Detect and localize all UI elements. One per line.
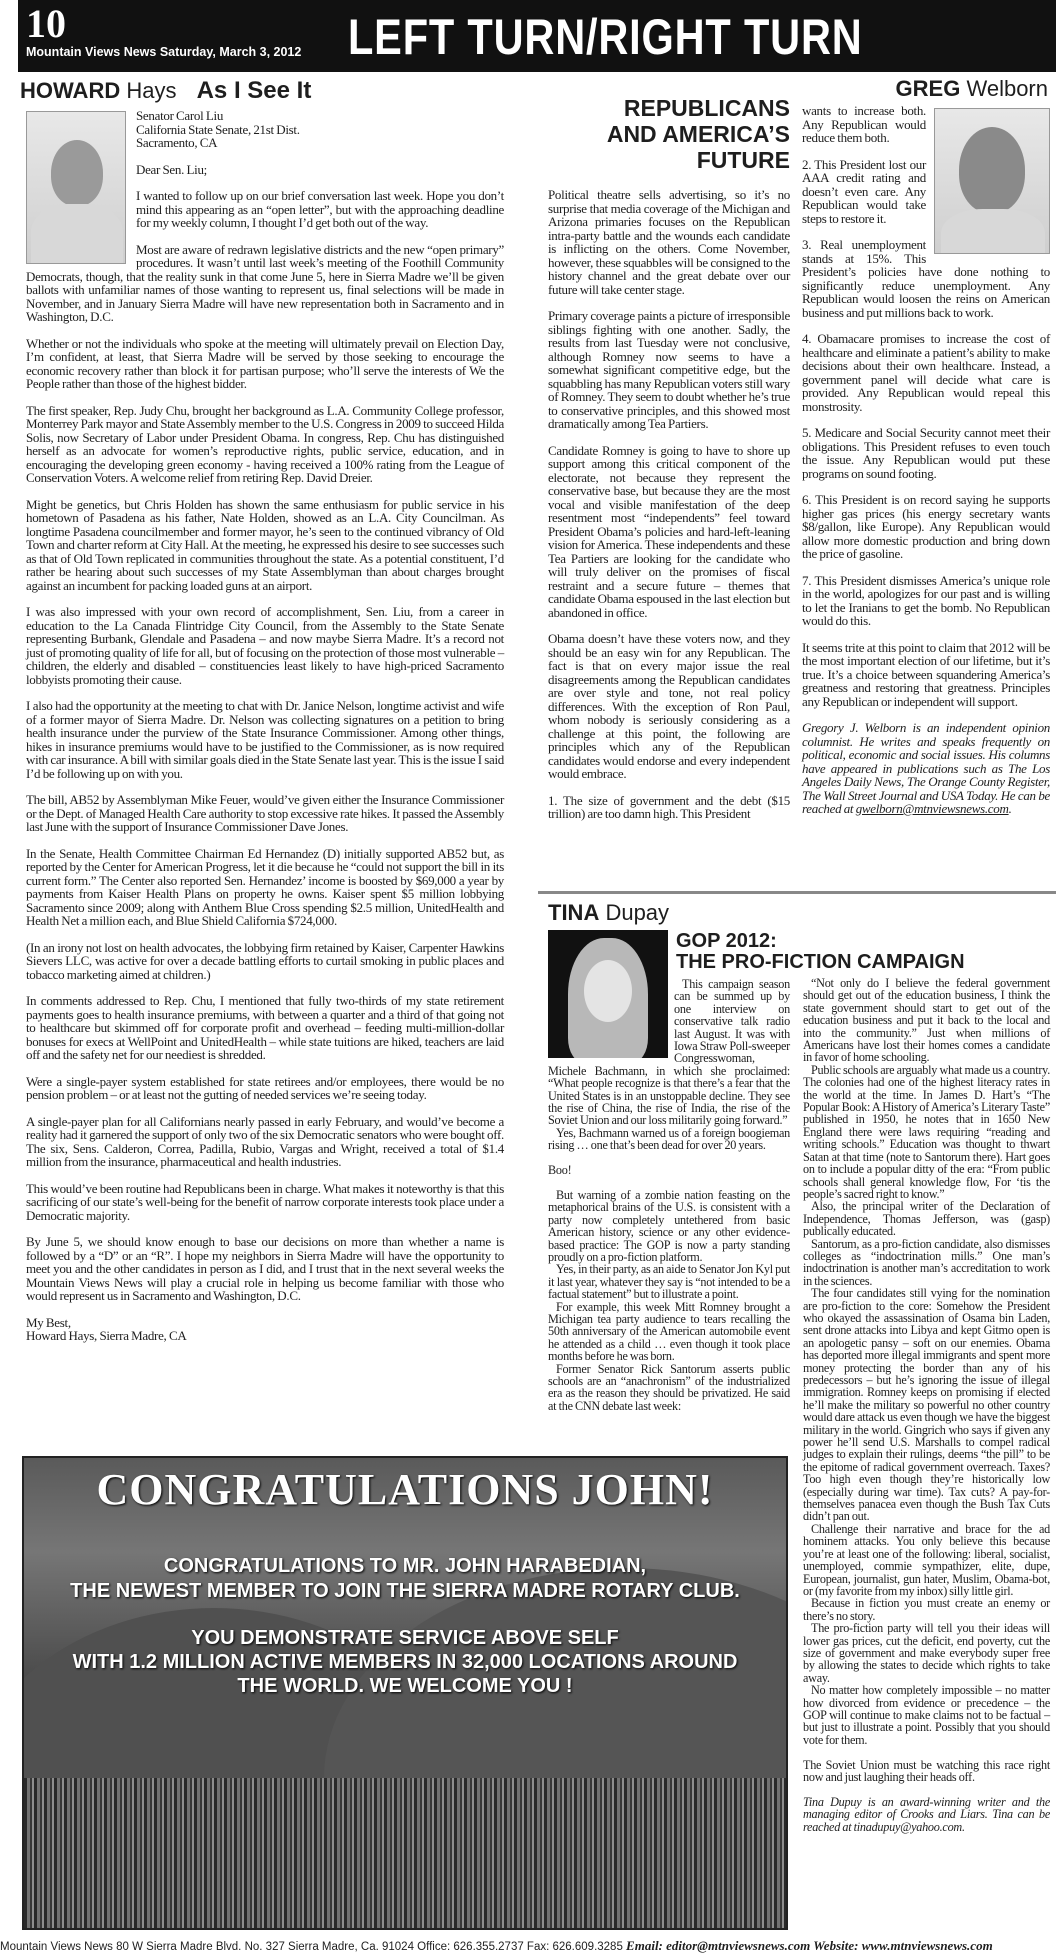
email-link[interactable]: gwelborn@mtnviewsnews.com: [855, 801, 1009, 816]
howard-hays-photo: [26, 111, 126, 264]
headline-line: GOP 2012:: [676, 930, 777, 952]
paragraph: But warning of a zombie nation feasting on the metaphorical brains of the U.S. is consistent with a party now completely untethered from basic American history, science or any other evidence-based practice: The GOP is now a party standing proudly on a pro-fiction platform.: [548, 1187, 790, 1264]
column-title: As I See It: [196, 77, 312, 104]
paragraph: Santorum, as a pro-fiction candidate, also dismisses colleges as “indoctrination mills.” One man’s indoctrination is another man’s accreditation to work in the sciences.: [803, 1236, 1050, 1288]
footer-info: Mountain Views News 80 W Sierra Madre Blvd. No. 327 Sierra Madre, Ca. 91024 Office: 626.355.2737 Fax: 626.609.3285: [0, 1941, 627, 1953]
paragraph: Yes, Bachmann warned us of a foreign boogieman rising … one that’s been dead for over 20 years.: [548, 1125, 790, 1153]
crowd-photo: [24, 1778, 786, 1928]
paragraph: Public schools are arguably what made us a country. The colonies had one of the highest literacy rates in the world at the time. In James D. Hart’s “The Popular Book: A History of America’s Literary Taste” published in 1950, he notes that in 1650 New England there were laws requiring “reading and writing schools.” Education was thought to thwart Satan at that time (note to Santorum there). Hart goes on to include a popular ditty of the era: “From public schools shall general knowledge flow, For ‘tis the people’s sacred right to know.”: [803, 1062, 1050, 1201]
paragraph: Challenge their narrative and brace for the ad hominem attacks. You only believe this because you’re at least one of the following: liberal, socialist, unemployed, commie sympathizer, elite, dupe, European, journalist, gun hater, Muslim, Obama-bot, or (my favorite from my inbox) silly little girl.: [803, 1521, 1050, 1598]
paragraph: The bill, AB52 by Assemblyman Mike Feuer, would’ve given either the Insurance Commissioner or the Dept. of Managed Health Care authority to stop excessive rate hikes. It passed the Assembly last June with the support of Insurance Commissioner Dave Jones.: [26, 792, 504, 834]
headline-line: FUTURE: [696, 147, 790, 173]
letter-body: [26, 189, 504, 1303]
paragraph: No matter how completely impossible – no matter how divorced from evidence or precedence – the GOP will continue to make claims not to be factual – but just to illustrate a point. Possibly that you should vote for them.: [803, 1683, 1050, 1747]
author-bio: Tina Dupuy is an award-winning writer and the managing editor of Crooks and Liars. Tina can be reached at tinadupuy@yahoo.com.: [803, 1794, 1050, 1834]
paper-date: Mountain Views News Saturday, March 3, 2012: [26, 45, 302, 59]
paragraph: Boo!: [548, 1163, 572, 1178]
paragraph: Might be genetics, but Chris Holden has shown the same enthusiasm for public service in his hometown of Pasadena as his father, Nate Holden, showed as an L.A. City Councilman. As longtime Pasadena councilmember and former mayor, he’s seen to the continued vibrancy of Old Town and charter reform at City Hall. At the meeting, he expressed his desire to see successes such as that of Old Town replicated in communities throughout the state. As a potential constituent, I’d rather be hearing about such successes of my State Assemblyman than about charges brought against an incumbent for packing loaded guns at an airport.: [26, 496, 504, 593]
paragraph: By June 5, we should know enough to base our decisions on more than whether a name is followed by a “D” or an “R”. I hope my neighbors in Sierra Madre will have the opportunity to meet you and the other candidates in person as I did, and I trust that in the next several weeks the Mountain Views News will play a crucial role in helping us become familiar with those who would represent us in Sacramento and Washington, D.C.: [26, 1234, 504, 1303]
hays-byline: [20, 78, 311, 104]
headline-line: THE PRO-FICTION CAMPAIGN: [676, 951, 965, 973]
paragraph: 1. The size of government and the debt ($15 trillion) are too damn high. This President: [548, 792, 790, 821]
congratulations-ad: [22, 1456, 788, 1930]
hays-column: [26, 109, 504, 1343]
section-divider: [538, 891, 1056, 894]
address-line: California State Senate, 21st Dist.: [136, 121, 300, 137]
tina-dupay-photo: [548, 930, 668, 1058]
paragraph: This campaign season can be summed up by one interview on conservative talk radio last August. It was with Iowa Straw Poll-sweeper Congresswoman, Michele Bachmann, in which she proclaimed: “What people recognize is that there’s a fear that the United States is in an unstoppable decline. They see the rise of China, the rise of India, the rise of the Soviet Union and our loss militarily going forward.”: [548, 977, 790, 1128]
greg-welborn-photo: [934, 108, 1050, 254]
paragraph: The pro-fiction party will tell you their ideas will lower gas prices, cut the deficit, end poverty, cut the size of government and make everybody super free by allowing the states to decide which rights to take away.: [803, 1621, 1050, 1685]
paragraph: Also, the principal writer of the Declaration of Independence, Thomas Jefferson, was (gasp) publically educated.: [803, 1199, 1050, 1239]
ad-line: THE NEWEST MEMBER TO JOIN THE SIERRA MADRE ROTARY CLUB.: [70, 1580, 740, 1602]
paragraph: In the Senate, Health Committee Chairman Ed Hernandez (D) initially supported AB52 but, as reported by the Center for American Progress, let it die because he “could not support the bill in its current form.” The Center also reported Sen. Hernandez’ income is boosted by $69,000 a year by payments from Kaiser Health Plans on property he owns. Kaiser spent $5 million lobbying Sacramento since 2009; along with Anthem Blue Cross spending $2.5 million, UnitedHealth and Health Net a million each, and Blue Shield California $724,000.: [26, 845, 504, 928]
byline-last: Dupay: [605, 900, 670, 925]
byline-first: HOWARD: [20, 78, 121, 103]
paragraph: Most are aware of redrawn legislative districts and the new “open primary” procedures. It wasn’t until last week’s meeting of the Foothill Community Democrats, though, that the reality sunk in that come June 5, here in Sierra Madre we’ll be given ballots with unfamiliar names of those wanting to represent us, final selections will be made in November, and in January Sierra Madre will have new representation both in Sacramento and in Washington, D.C.: [26, 241, 504, 324]
ad-line: CONGRATULATIONS TO MR. JOHN HARABEDIAN,: [163, 1555, 647, 1577]
paragraph: wants to increase both. Any Republican would reduce them both.: [802, 103, 926, 145]
footer-contact: Email: editor@mtnviewsnews.com Website: www.mtnviewsnews.com: [626, 1938, 993, 1953]
closing: My Best,: [26, 1314, 71, 1330]
paragraphs: [548, 188, 790, 821]
paragraph: Because in fiction you must create an enemy or there’s no story.: [803, 1596, 1050, 1623]
headline-line: REPUBLICANS: [623, 95, 790, 121]
section-title: LEFT TURN/RIGHT TURN: [348, 9, 863, 65]
byline-first: GREG: [895, 76, 961, 101]
paragraph: 3. Real unemployment stands at 15%. This President’s policies have done nothing to significantly reduce unemployment. Any Republican would loosen the reins on American business and put millions back to work.: [802, 237, 1050, 320]
dupay-column-2: [803, 977, 1050, 1833]
paragraph: It seems trite at this point to claim that 2012 will be the most important election of our lifetime, but it’s true. It’s a choice between squandering America’s greatness and restoring that greatness. Principles any Republican or independent will support.: [802, 639, 1050, 709]
paragraph: 4. Obamacare promises to increase the cost of healthcare and eliminate a patient’s ability to make decisions about their own healthcare. Instead, a government panel will decide what care is provided. Any Republican would repeal this monstrosity.: [802, 331, 1050, 414]
paragraph: “Not only do I believe the federal government should get out of the education business, I think the state government should start to get out of the education business and put it back to the local and into the community.” Just when millions of Americans have lost their homes comes a candidate in favor of home schooling.: [803, 976, 1050, 1065]
paragraph: Primary coverage paints a picture of irresponsible siblings fighting with one another. Sadly, the results from last Tuesday were not conclusive, although Romney now seems to have a somewhat significant competitive edge, but the squabbling has many Republican voters still wary of Romney. They seem to doubt whether he’s true to conservative principles, and this showed most dramatically among Tea Partiers.: [548, 308, 790, 431]
paragraph: 7. This President dismisses America’s unique role in the world, apologizes for our past and is willing to let the Iranians to get the bomb. No Republican would do this.: [802, 572, 1050, 628]
paragraph: The four candidates still vying for the nomination are pro-fiction to the core: Somehow the President who okayed the assassination of Osama bin Laden, sent drone attacks into Libya and kept Gitmo open is an apologetic pansy – soft on our enemies. Obama has deported more illegal immigrants and spent more money protecting the border than any of his predecessors – but he’s ignoring the issue of illegal immigration. Romney keeps on promising if elected he’ll make the military so powerful no other country would dare attack us even though we have the biggest military in the world. Gingrich who says if given any power he’ll send U.S. Marshalls to compel radical judges to explain their rulings, deems “the pill” to be the epitome of radical government overreach. Taxes? Too high even though they’re historically low (especially during war time). Tax cuts? A pay-for-themselves panacea even though the Bush Tax Cuts didn’t pan out.: [803, 1286, 1050, 1524]
welborn-headline: [548, 95, 790, 173]
bio-text: Gregory J. Welborn is an independent opinion columnist. He writes and speaks frequently on political, economic and social issues. His columns have appeared in publications such as The Los Angeles Daily News, The Orange County Register, The Wall Street Journal and USA Today. He can be reached at: [802, 720, 1050, 816]
ad-line: YOU DEMONSTRATE SERVICE ABOVE SELF: [191, 1627, 619, 1649]
paragraph: Obama doesn’t have these voters now, and they should be an easy win for any Republican. The fact is that on every major issue the real disagreements among the Republican candidates are over style and tone, not real policy differences. With the exception of Ron Paul, whom nobody is seriously considering as a challenge at this point, the following are principles which any of the Republican candidates would endorse and every independent would embrace.: [548, 631, 790, 781]
paragraph: A single-payer plan for all Californians nearly passed in early February, and would’ve become a reality had it garnered the support of only two of the six Democratic senators who were bought off. The six, Sens. Calderon, Correa, Padilla, Rubio, Vargas and Wright, received a total of $1.4 million from the insurance, pharmaceutical and health industries.: [26, 1113, 504, 1169]
paragraph: Political theatre sells advertising, so it’s no surprise that media coverage of the Michigan and Arizona primaries focuses on the Republican intra-party battle and the wounds each candidate is inflicting on the others. Come November, however, these squabbles will be consigned to the history channel and the great debate over our future will take center stage.: [548, 187, 790, 297]
welborn-byline: [896, 76, 1048, 102]
ad-line: WITH 1.2 MILLION ACTIVE MEMBERS IN 32,000 LOCATIONS AROUND: [72, 1651, 738, 1673]
page-number: 10: [26, 1, 66, 46]
paragraph: In comments addressed to Rep. Chu, I mentioned that fully two-thirds of my state retirement payments goes to health insurance premiums, with between a quarter and a third of that going not to healthcare but skimmed off for corporate profit and overhead – feeding multi-million-dollar bonuses for execs at WellPoint and UnitedHealth – while state tuitions are hiked, teachers are laid off and the safety net for our neediest is shredded.: [26, 993, 504, 1062]
paragraph: 2. This President lost our AAA credit rating and doesn’t even care. Any Republican would take steps to restore it.: [802, 156, 926, 226]
author-bio: Gregory J. Welborn is an independent opinion columnist. He writes and speaks frequently on political, economic and social issues. His columns have appeared in publications such as The Los Angeles Daily News, The Orange County Register, The Wall Street Journal and USA Today. He can be reached at gwelborn@mtnviewsnews.com.: [802, 720, 1050, 816]
headline-line: AND AMERICA’S: [606, 121, 790, 147]
ad-title: CONGRATULATIONS JOHN!: [96, 1465, 714, 1514]
salutation: Dear Sen. Liu;: [136, 161, 207, 177]
dupay-byline: [548, 900, 669, 926]
paragraph: Were a single-payer system established for state retirees and/or employees, there would be no pension problem – or at least not the gutting of needed services we’re seeing today.: [26, 1073, 504, 1102]
paragraph: I also had the opportunity at the meeting to chat with Dr. Janice Nelson, longtime activist and wife of a former mayor of Sierra Madre. Dr. Nelson was collecting signatures on a petition to bring health insurance under the purview of the State Insurance Commissioner. Among other things, hikes in insurance premiums would have to be justified to the Commissioner, as is now required with car insurance. A bill with similar goals died in the State Senate last year. This is the issue I said I’d be following up on with you.: [26, 698, 504, 781]
byline-first: TINA: [548, 900, 600, 925]
paragraph: Former Senator Rick Santorum asserts public schools are an “anachronism” of the industrialized era as the reason they should be privatized. He said at the CNN debate last week:: [548, 1361, 790, 1413]
paragraph: Candidate Romney is going to have to shore up support among this critical component of the electorate, not because they represent the conservative base, but because they are the most vocal and visible manifestation of the deep resentment most “independents” feel toward President Obama’s policies and hard-left-leaning vision for America. These independents and these Tea Partiers are looking for the candidate who will truly deliver on the promises of fiscal restraint and a secure future – themes that candidate Obama espoused in the last election but abandoned in office.: [548, 442, 790, 620]
paragraph: The first speaker, Rep. Judy Chu, brought her background as L.A. Community College professor, Monterrey Park mayor and State Assembly member to the U.S. Congress in 2009 to succeed Hilda Solis, now Secretary of Labor under President Obama. In congress, Rep. Chu has distinguished herself as an advocate for women’s reproductive rights, public service, education, and in encouraging the developing green economy - having received a 100% rating from the League of Conservation Voters. A welcome relief from retiring Rep. David Dreier.: [26, 402, 504, 485]
byline-last: Welborn: [966, 76, 1048, 101]
paragraph: I wanted to follow up on our brief conversation last week. Hope you don’t mind this appearing as an “open letter”, but with the approaching deadline for my weekly column, I thought I’d get both out of the way.: [136, 188, 504, 230]
address-line: Senator Carol Liu: [136, 108, 224, 123]
ad-line: THE WORLD. WE WELCOME YOU !: [237, 1675, 573, 1697]
signature: Howard Hays, Sierra Madre, CA: [26, 1328, 187, 1343]
paragraph: This would’ve been routine had Republicans been in charge. What makes it noteworthy is that this sacrificing of our state’s well-being for the benefit of narrow corporate interests took place under a Democratic majority.: [26, 1180, 504, 1223]
paragraph: Yes, in their party, as an aide to Senator Jon Kyl put it last year, whatever they say is “not intended to be a factual statement” but to illustrate a point.: [548, 1262, 790, 1302]
page-footer: [0, 1938, 1056, 1955]
closing-paragraph: The Soviet Union must be watching this race right now and just laughing their heads off.: [803, 1757, 1050, 1784]
address-line: Sacramento, CA: [136, 135, 218, 150]
dupay-column-1: [548, 930, 790, 1412]
paragraph: 5. Medicare and Social Security cannot meet their obligations. This President refuses to even touch the issue. Any Republican would put these programs on sound footing.: [802, 425, 1050, 481]
paragraphs: [803, 977, 1050, 1746]
paragraph: 6. This President is on record saying he supports higher gas prices (his energy secretary wants $8/gallon, like Europe). Any Republican would allow more domestic production and bring down the price of gasoline.: [802, 492, 1050, 561]
welborn-column-2: [802, 104, 1050, 829]
paragraph: I was also impressed with your own record of accomplishment, Sen. Liu, from a career in education to the La Canada Flintridge City Council, from the Assembly to the State Senate representing Burbank, Glendale and Pasadena – and now maybe Sierra Madre. It’s a record not just of promoting quality of life for all, but of focusing on the protection of those most vulnerable – children, the elderly and disabled – constituencies least likely to have high-priced Sacramento lobbyists promoting their cause.: [26, 604, 504, 687]
byline-last: Hays: [126, 78, 177, 103]
paragraph: For example, this week Mitt Romney brought a Michigan tea party audience to tears recalling the 50th anniversary of the American automobile event he attended as a child … even though it took place months before he was born.: [548, 1299, 790, 1364]
page-header: [18, 0, 1056, 72]
paragraph: Whether or not the individuals who spoke at the meeting will ultimately prevail on Election Day, I’m confident, at least, that Sierra Madre will be served by those seeking to encourage the economic recovery rather than block it for partisan purpose; who’ll serve the interests of We the People rather than those of the highest bidder.: [26, 335, 504, 391]
paragraph: (In an irony not lost on health advocates, the lobbying firm retained by Kaiser, Carpenter Hawkins Sievers LLC, was active for over a decade battling efforts to curtail smoking in public places and tobacco marketing aimed at children.): [26, 939, 504, 982]
welborn-column-1: [548, 188, 790, 834]
